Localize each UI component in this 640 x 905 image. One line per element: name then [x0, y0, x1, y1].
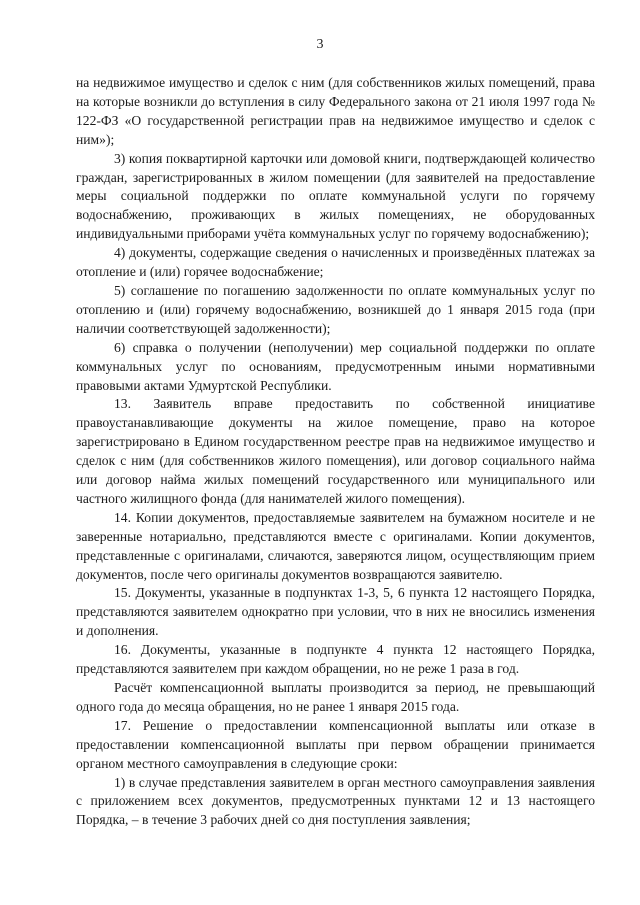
paragraph-item-3: 3) копия поквартирной карточки или домовой книги, подтверждающей количество граждан, зарегистрированных в жилом помещении (для заявителей на предоставление меры социальной поддержки по оплате коммунальной услуги по горячему водоснабжению, проживающих в жилых помещениях, не оборудованных индивидуальными приборами учёта коммунальных услуг по горячему водоснабжению);	[76, 150, 595, 242]
paragraph-clause-16: 16. Документы, указанные в подпункте 4 пункта 12 настоящего Порядка, представляются заявителем при каждом обращении, но не реже 1 раза в год.	[76, 642, 595, 677]
paragraph-item-5: 5) соглашение по погашению задолженности по оплате коммунальных услуг по отоплению и (или) горячему водоснабжению, возникшей до 1 января 2015 года (при наличии соответствующей задолженности);	[76, 282, 595, 336]
paragraph-item-4: 4) документы, содержащие сведения о начисленных и произведённых платежах за отопление и (или) горячее водоснабжение;	[76, 245, 595, 280]
paragraph-continuation: на недвижимое имущество и сделок с ним (для собственников жилых помещений, права на которые возникли до вступления в силу Федерального закона от 21 июля 1997 года № 122-ФЗ «О государственной регистрации прав на недвижимое имущество и сделок с ним»);	[76, 75, 595, 147]
page-number: 3	[316, 37, 324, 52]
paragraph-clause-17-item-1: 1) в случае представления заявителем в орган местного самоуправления заявления с приложением всех документов, предусмотренных пунктами 12 и 13 настоящего Порядка, – в течение 3 рабочих дней со дня поступления заявления;	[76, 774, 595, 828]
paragraph-clause-15: 15. Документы, указанные в подпунктах 1-3, 5, 6 пункта 12 настоящего Порядка, представляются заявителем однократно при условии, что в них не вносились изменения и дополнения.	[76, 585, 595, 639]
paragraph-clause-13: 13. Заявитель вправе предоставить по собственной инициативе правоустанавливающие документы на жилое помещение, право на которое зарегистрировано в Едином государственном реестре прав на недвижимое имущество и сделок с ним (для собственников жилого помещения), или договор социального найма или договор найма жилых помещений государственного или муниципального или частного жилищного фонда (для нанимателей жилого помещения).	[76, 396, 595, 506]
paragraph-item-6: 6) справка о получении (неполучении) мер социальной поддержки по оплате коммунальных услуг по основаниям, предусмотренным иными нормативными правовыми актами Удмуртской Республики.	[76, 339, 595, 393]
paragraph-clause-17: 17. Решение о предоставлении компенсационной выплаты или отказе в предоставлении компенсационной выплаты при первом обращении принимается органом местного самоуправления в следующие сроки:	[76, 717, 595, 771]
document-body	[76, 74, 595, 830]
paragraph-clause-14: 14. Копии документов, предоставляемые заявителем на бумажном носителе и не заверенные нотариально, представляются вместе с оригиналами. Копии документов, представленные с оригиналами, сличаются, заверяются лицом, осуществляющим прием документов, после чего оригиналы документов возвращаются заявителю.	[76, 509, 595, 582]
paragraph-calculation: Расчёт компенсационной выплаты производится за период, не превышающий одного года до месяца обращения, но не ранее 1 января 2015 года.	[76, 680, 595, 714]
